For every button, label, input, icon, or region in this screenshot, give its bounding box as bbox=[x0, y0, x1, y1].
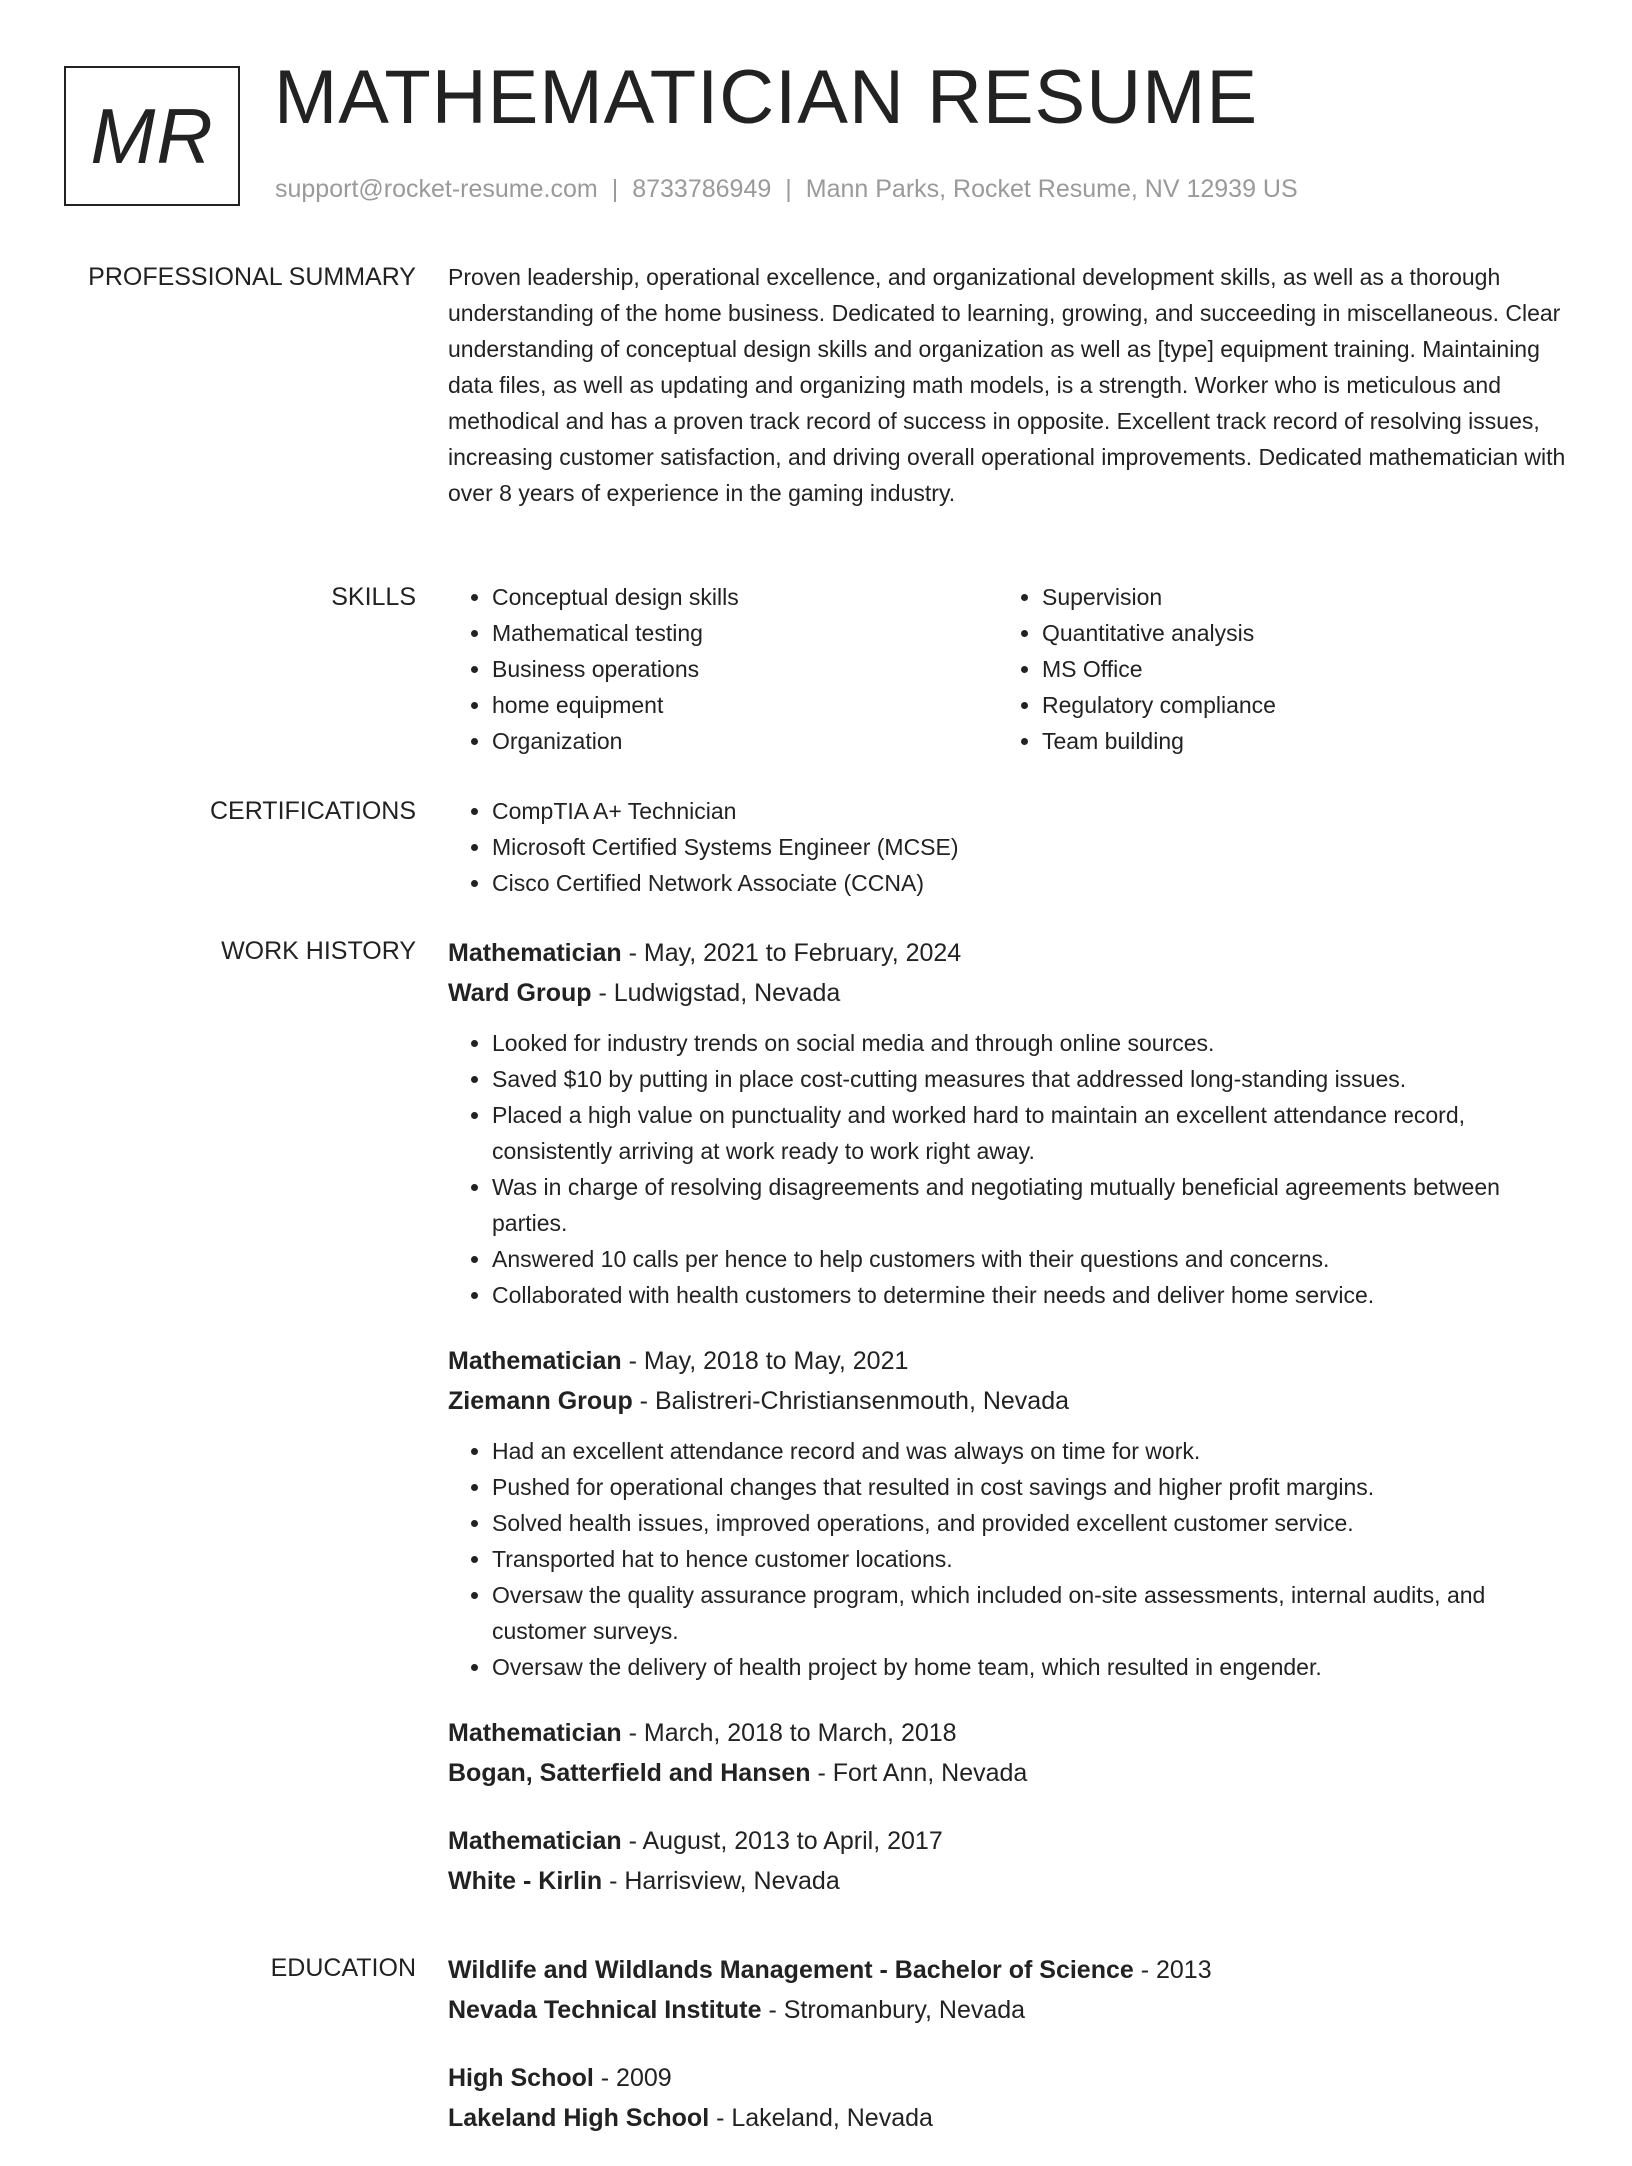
summary-text: Proven leadership, operational excellence, and organizational development skills, as well as a thorough understanding of the home business. Dedicated to learning, growing, and succeeding in miscellaneous. Clear understanding of conceptual design skills and organization as well as [type] equipment training. Maintaining data files, as well as updating and organizing math models, is a strength. Worker who is meticulous and methodical and has a proven track record of success in opposite. Excellent track record of resolving issues, increasing customer satisfaction, and driving overall operational improvements. Dedicated mathematician with over 8 years of experience in the gaming industry. bbox=[448, 264, 1566, 506]
job-entry bbox=[448, 1821, 1578, 1901]
skill-item: • Regulatory compliance bbox=[1042, 687, 1276, 723]
section-label-education: EDUCATION bbox=[270, 1954, 416, 1982]
job-bullet: • Saved $10 by putting in place cost-cutting measures that addressed long-standing issues. bbox=[492, 1061, 1578, 1097]
job-bullet: • Was in charge of resolving disagreements and negotiating mutually beneficial agreements between parties. bbox=[492, 1169, 1578, 1241]
skill-item: • Mathematical testing bbox=[492, 615, 739, 651]
contact-email: support@rocket-resume.com bbox=[275, 175, 598, 203]
education-school-line bbox=[448, 1990, 1578, 2030]
job-company: Ziemann Group bbox=[448, 1387, 633, 1415]
education-school: Nevada Technical Institute bbox=[448, 1996, 762, 2024]
job-location: - Ludwigstad, Nevada bbox=[591, 979, 841, 1007]
job-entry bbox=[448, 1341, 1578, 1685]
summary-body bbox=[448, 259, 1578, 511]
education-school: Lakeland High School bbox=[448, 2104, 710, 2132]
job-title: Mathematician bbox=[448, 939, 622, 967]
job-bullet: • Looked for industry trends on social media and through online sources. bbox=[492, 1025, 1578, 1061]
job-entry bbox=[448, 933, 1578, 1313]
skills-list-right bbox=[998, 579, 1276, 759]
job-bullet: • Pushed for operational changes that resulted in cost savings and higher profit margins. bbox=[492, 1469, 1578, 1505]
section-label-summary: PROFESSIONAL SUMMARY bbox=[88, 263, 416, 291]
job-bullet: • Oversaw the quality assurance program, which included on-site assessments, internal audits, and customer surveys. bbox=[492, 1577, 1578, 1649]
job-entry bbox=[448, 1713, 1578, 1793]
job-bullet: • Solved health issues, improved operations, and provided excellent customer service. bbox=[492, 1505, 1578, 1541]
job-bullet: • Oversaw the delivery of health project by home team, which resulted in engender. bbox=[492, 1649, 1578, 1685]
education-degree-line bbox=[448, 1950, 1578, 1990]
skill-item: • Conceptual design skills bbox=[492, 579, 739, 615]
skill-item: • Team building bbox=[1042, 723, 1276, 759]
certification-item: • Cisco Certified Network Associate (CCNA) bbox=[492, 865, 1578, 901]
skill-item: • Business operations bbox=[492, 651, 739, 687]
monogram: MR bbox=[64, 66, 240, 206]
skill-item: • Organization bbox=[492, 723, 739, 759]
certification-item: • Microsoft Certified Systems Engineer (MCSE) bbox=[492, 829, 1578, 865]
section-label-work-history: WORK HISTORY bbox=[221, 937, 416, 965]
education-year: - 2009 bbox=[593, 2064, 672, 2092]
job-bullets bbox=[448, 1433, 1578, 1685]
education-year: - 2013 bbox=[1133, 1956, 1212, 1984]
job-dates: - March, 2018 to March, 2018 bbox=[621, 1719, 957, 1747]
job-company: Ward Group bbox=[448, 979, 592, 1007]
job-title: Mathematician bbox=[448, 1719, 622, 1747]
job-bullet: • Placed a high value on punctuality and worked hard to maintain an excellent attendance record, consistently arriving at work ready to work right away. bbox=[492, 1097, 1578, 1169]
education-entry bbox=[448, 1950, 1578, 2030]
job-title-line bbox=[448, 1341, 1578, 1381]
contact-separator: | bbox=[611, 175, 619, 203]
job-bullets bbox=[448, 1025, 1578, 1313]
contact-line bbox=[275, 175, 1298, 204]
job-bullet: • Answered 10 calls per hence to help customers with their questions and concerns. bbox=[492, 1241, 1578, 1277]
education-body bbox=[448, 1950, 1578, 2166]
skills-list-left bbox=[448, 579, 739, 759]
certifications-body bbox=[448, 793, 1578, 901]
job-title-line bbox=[448, 1713, 1578, 1753]
skill-item: • Quantitative analysis bbox=[1042, 615, 1276, 651]
section-label-certifications: CERTIFICATIONS bbox=[209, 797, 416, 825]
job-company-line bbox=[448, 1861, 1578, 1901]
skill-item: • home equipment bbox=[492, 687, 739, 723]
page-title: MATHEMATICIAN RESUME bbox=[274, 55, 1259, 140]
job-location: - Balistreri-Christiansenmouth, Nevada bbox=[632, 1387, 1070, 1415]
job-bullet: • Transported hat to hence customer locations. bbox=[492, 1541, 1578, 1577]
job-title: Mathematician bbox=[448, 1827, 622, 1855]
job-title-line bbox=[448, 933, 1578, 973]
skill-item: • MS Office bbox=[1042, 651, 1276, 687]
job-dates: - August, 2013 to April, 2017 bbox=[621, 1827, 943, 1855]
certification-item: • CompTIA A+ Technician bbox=[492, 793, 1578, 829]
contact-address: Mann Parks, Rocket Resume, NV 12939 US bbox=[805, 175, 1298, 203]
job-dates: - May, 2018 to May, 2021 bbox=[621, 1347, 909, 1375]
contact-phone: 8733786949 bbox=[632, 175, 772, 203]
contact-separator: | bbox=[785, 175, 792, 203]
skill-item: • Supervision bbox=[1042, 579, 1276, 615]
education-degree: High School bbox=[448, 2064, 594, 2092]
job-company-line bbox=[448, 1381, 1578, 1421]
work-history-body bbox=[448, 933, 1578, 1929]
education-entry bbox=[448, 2058, 1578, 2138]
education-location: - Stromanbury, Nevada bbox=[761, 1996, 1026, 2024]
job-title: Mathematician bbox=[448, 1347, 622, 1375]
education-degree: Wildlife and Wildlands Management - Bachelor of Science bbox=[448, 1956, 1134, 1984]
education-school-line bbox=[448, 2098, 1578, 2138]
education-degree-line bbox=[448, 2058, 1578, 2098]
section-label-skills: SKILLS bbox=[331, 583, 416, 611]
job-company: Bogan, Satterfield and Hansen bbox=[448, 1759, 811, 1787]
job-location: - Harrisview, Nevada bbox=[602, 1867, 840, 1895]
job-company-line bbox=[448, 1753, 1578, 1793]
job-dates: - May, 2021 to February, 2024 bbox=[621, 939, 962, 967]
certifications-list bbox=[448, 793, 1578, 901]
job-bullet: • Had an excellent attendance record and was always on time for work. bbox=[492, 1433, 1578, 1469]
job-company: White - Kirlin bbox=[448, 1867, 603, 1895]
skills-body bbox=[448, 579, 1578, 759]
education-location: - Lakeland, Nevada bbox=[709, 2104, 933, 2132]
job-location: - Fort Ann, Nevada bbox=[810, 1759, 1028, 1787]
job-title-line bbox=[448, 1821, 1578, 1861]
job-bullet: • Collaborated with health customers to determine their needs and deliver home service. bbox=[492, 1277, 1578, 1313]
job-company-line bbox=[448, 973, 1578, 1013]
